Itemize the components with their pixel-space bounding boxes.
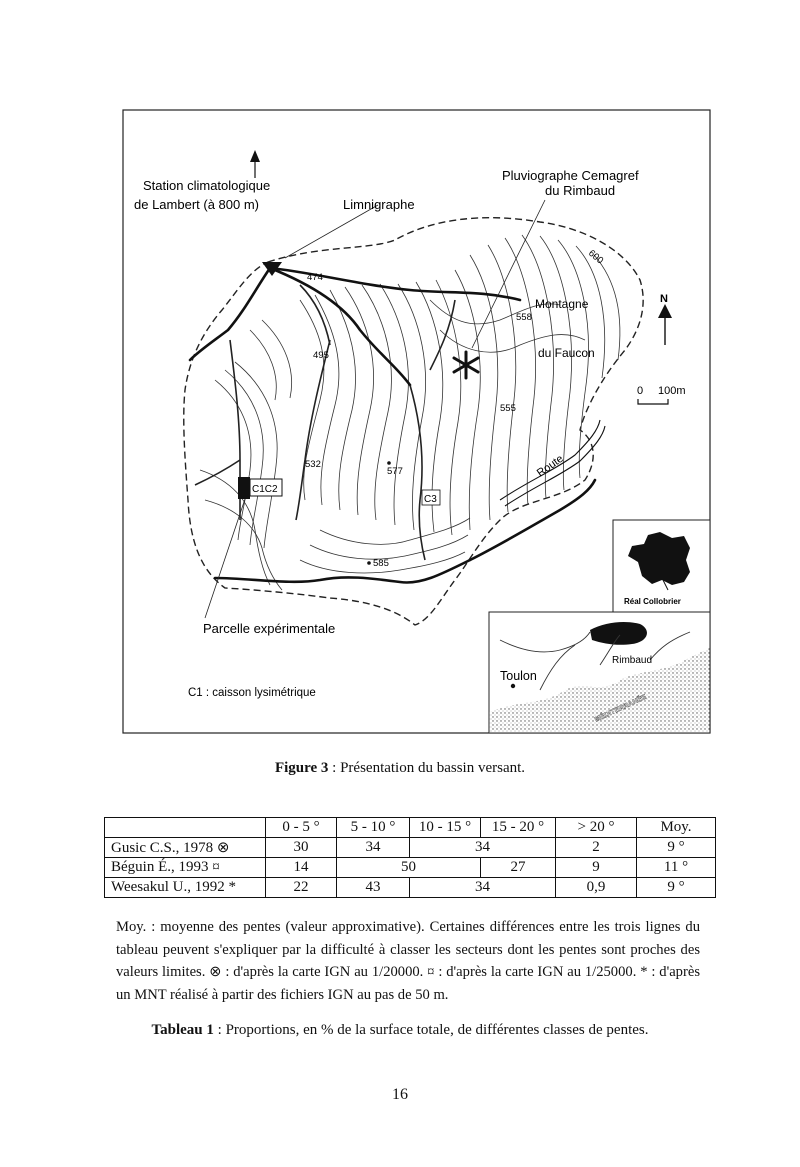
table-cell: 27 [481,858,556,878]
table-row-source: Béguin É., 1993 ¤ [105,858,266,878]
parcel-label: Parcelle expérimentale [203,621,336,636]
road-label: Route [534,452,566,480]
c1c2-label: C1C2 [252,484,278,495]
elevation-label: 558 [516,312,532,323]
table-cell: 43 [337,878,410,898]
toulon-dot [511,684,515,688]
table-cell: 30 [266,838,337,858]
table-cell: 9 ° [637,878,716,898]
table-cell: 34 [410,878,556,898]
table-row [105,838,716,858]
elevation-label: 474 [307,272,323,283]
table-cell: 9 ° [637,838,716,858]
c3-label: C3 [424,494,437,505]
table-row [105,858,716,878]
parcel-leader [205,499,245,618]
table-cell: 11 ° [637,858,716,878]
table-header-cell: 0 - 5 ° [266,818,337,838]
table-cell: 50 [337,858,481,878]
watershed-boundary [184,218,643,625]
elevation-label: 532 [305,459,321,470]
lysimeter-block [238,477,250,499]
table-row [105,878,716,898]
table-notes: Moy. : moyenne des pentes (valeur approximative). Certaines différences entre les trois lignes du tableau peuvent s'expliquer par la difficulté à classer les secteurs dont les pentes sont proches des valeurs limites. ⊗ : d'après la carte IGN au 1/20000. ¤ : d'après la carte IGN au 1/25000. * : d'après un MNT réalisé à partir des fichiers IGN au pas de 50 m. [116,919,700,1003]
pluviograph-leader [472,200,545,348]
contour-lines [200,235,620,590]
elevation-label: 600 [586,247,606,267]
table-header-cell: 15 - 20 ° [481,818,556,838]
rimbaud-label: Rimbaud [612,655,653,666]
tributaries [195,285,455,560]
spot-height-dot [367,561,371,565]
table-header-row [105,818,716,838]
mediterranee-label: MÉDITERRANÉE [593,693,648,724]
scale-zero-label: 0 [637,385,644,397]
north-arrow-icon [658,304,672,318]
station-arrow [250,150,260,178]
elevation-label: 585 [373,558,389,569]
table-cell: 34 [337,838,410,858]
figure-caption-label: Figure 3 [274,760,329,776]
table-caption-label: Tableau 1 [151,1022,214,1038]
spot-height-dot [387,461,391,465]
toulon-label: Toulon [500,669,537,683]
figure-caption-text: : Présentation du bassin versant. [328,760,526,776]
figure-caption [0,760,800,777]
table-header-cell: 10 - 15 ° [410,818,481,838]
table-caption-text: : Proportions, en % de la surface totale, de différentes classes de pentes. [213,1022,649,1038]
pluviograph-label-1: Pluviographe Cemagref [502,168,639,183]
slope-table [104,817,716,898]
table-caption [0,1022,800,1039]
limnigraph-leader [285,205,378,258]
page-number: 16 [392,1086,408,1103]
elevation-label: 555 [500,403,516,414]
elevation-label: 577 [387,466,403,477]
station-label-1: Station climatologique [143,178,271,193]
elevation-label: 495 [313,350,329,361]
pluviograph-marker [454,352,478,378]
scale-distance-label: 100m [658,385,686,397]
faucon-label: du Faucon [538,346,595,360]
table-cell: 9 [556,858,637,878]
table-header-cell: > 20 ° [556,818,637,838]
table-row-source: Gusic C.S., 1978 ⊗ [105,838,266,858]
station-label-2: de Lambert (à 800 m) [134,197,260,212]
table-cell: 22 [266,878,337,898]
table-cell: 14 [266,858,337,878]
table-header-cell [105,818,266,838]
caisson-label: C1 : caisson lysimétrique [188,687,316,699]
table-row-source: Weesakul U., 1992 * [105,878,266,898]
limnigraph-label: Limnigraphe [343,197,415,212]
pluviograph-label-2: du Rimbaud [545,183,616,198]
table-header-cell: 5 - 10 ° [337,818,410,838]
table-cell: 2 [556,838,637,858]
table-header-cell: Moy. [637,818,716,838]
real-collobrier-label: Réal Collobrier [624,597,681,606]
scale-bar [638,399,668,404]
table-cell: 0,9 [556,878,637,898]
montagne-label: Montagne [535,297,589,311]
table-cell: 34 [410,838,556,858]
north-label: N [660,293,668,305]
